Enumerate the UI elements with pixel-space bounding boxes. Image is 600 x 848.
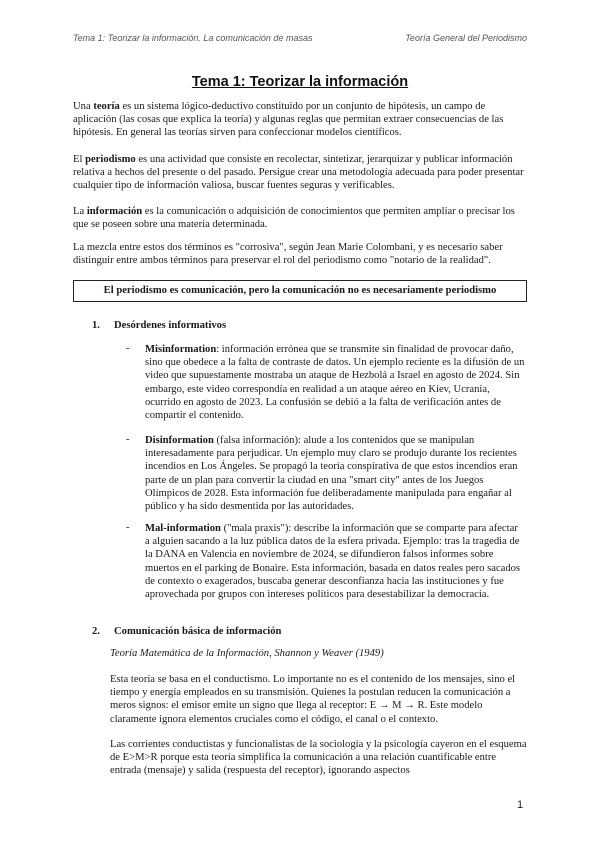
list-bullet: -: [126, 434, 130, 445]
paragraph-corrientes: Las corrientes conductistas y funcionalistas de la sociología y la psicología cayeron en el esquema de E>M>R porque esta teoría simplifica la comunicación a una relación cuantificable entre entrada (mensaje) y salida (respuesta del receptor), ignorando aspectos: [110, 739, 527, 777]
page-title: Tema 1: Teorizar la información: [191, 74, 409, 90]
paragraph-mezcla: La mezcla entre estos dos términos es "corrosiva", según Jean Marie Colombani, y es necesario saber distinguir entre ambos términos para preservar el rol del periodismo como "notario de la realidad".: [73, 242, 503, 267]
term-teoria: teoría: [93, 101, 120, 112]
paragraph-informacion: La información es la comunicación o adquisición de conocimientos que permiten ampliar o precisar los que se poseen sobre una materia determinada.: [73, 206, 515, 231]
list-bullet: -: [126, 343, 130, 354]
paragraph-periodismo: El periodismo es una actividad que consiste en recolectar, sintetizar, jerarquizar y publicar información relativa a hechos del presente o del pasado. Persigue crear una metodología adecuada para poder presentar cualquier tipo de información valiosa, buscar fuentes seguras y verificables.: [73, 154, 524, 192]
running-header-left: Tema 1: Teorizar la información. La comunicación de masas: [73, 33, 313, 43]
page-number: 1: [517, 799, 524, 811]
section-heading-2: 2. Comunicación básica de información: [92, 626, 282, 637]
list-item-disinformation: Disinformation (falsa información): alude a los contenidos que se manipulan interesadamente para perjudicar. Un ejemplo muy claro se produjo durante los recientes incendios en Los Ángeles. Se propagó la teoría conspirativa de que estos incendios eran parte de un plan para convertir la ciudad en una "smart city" antes de los Juegos Olímpicos de 2028. Esta información fue deliberadamente manipulada para engañar al público y ha sido desmentida por las autoridades.: [145, 435, 518, 513]
section-heading-1: 1. Desórdenes informativos: [92, 320, 227, 331]
list-bullet: -: [126, 522, 130, 533]
list-item-misinformation: Misinformation: información errónea que se transmite sin finalidad de provocar daño, sino que obedece a la falta de contraste de datos. Un ejemplo reciente es la difusión de un video que supuestamente mostraba un ataque de Hezbolá a Israel en agosto de 2024. Sin embargo, este video correspondía en realidad a un ataque aéreo en Kiev, Ucrania, ocurrido en agosto de 2023. La confusión se debió a la falta de verificación antes de compartir el contenido.: [145, 344, 525, 422]
list-item-malinformation: Mal-information ("mala praxis"): describe la información que se comparte para afectar a alguien sacando a la luz pública datos de la esfera privada. Ejemplo: tras la tragedia de la DANA en Valencia en noviembre de 2024, se difundieron falsos informes sobre muertos en el parking de Bonaire. Esta información, basada en datos reales pero sacados de contexto o exagerados, buscaba generar desconfianza hacia las instituciones y fue aprovechada por grupos con intereses políticos para desestabilizar la democracia.: [145, 523, 521, 601]
term-periodismo: periodismo: [85, 154, 136, 165]
running-header-right: Teoría General del Periodismo: [405, 33, 527, 43]
boxed-statement: El periodismo es comunicación, pero la comunicación no es necesariamente periodismo: [73, 280, 527, 302]
paragraph-teoria: Una teoría es un sistema lógico-deductivo constituido por un conjunto de hipótesis, un campo de aplicación (las cosas que explica la teoría) y algunas reglas que permitan extraer consecuencias de las hipótesis. En general las teorías sirven para confeccionar modelos científicos.: [73, 101, 504, 139]
subheading-shannon-weaver: Teoría Matemática de la Información, Shannon y Weaver (1949): [110, 648, 384, 659]
paragraph-conductismo: Esta teoría se basa en el conductismo. Lo importante no es el contenido de los mensajes, sino el tiempo y energía empleados en su transmisión. Quienes la postulan reducen la comunicación a meros signos: el emisor emite un signo que llega al receptor: E → M → R. Este modelo claramente ignora elementos cruciales como el código, el canal o el contexto.: [110, 674, 516, 725]
term-informacion: información: [86, 206, 143, 217]
